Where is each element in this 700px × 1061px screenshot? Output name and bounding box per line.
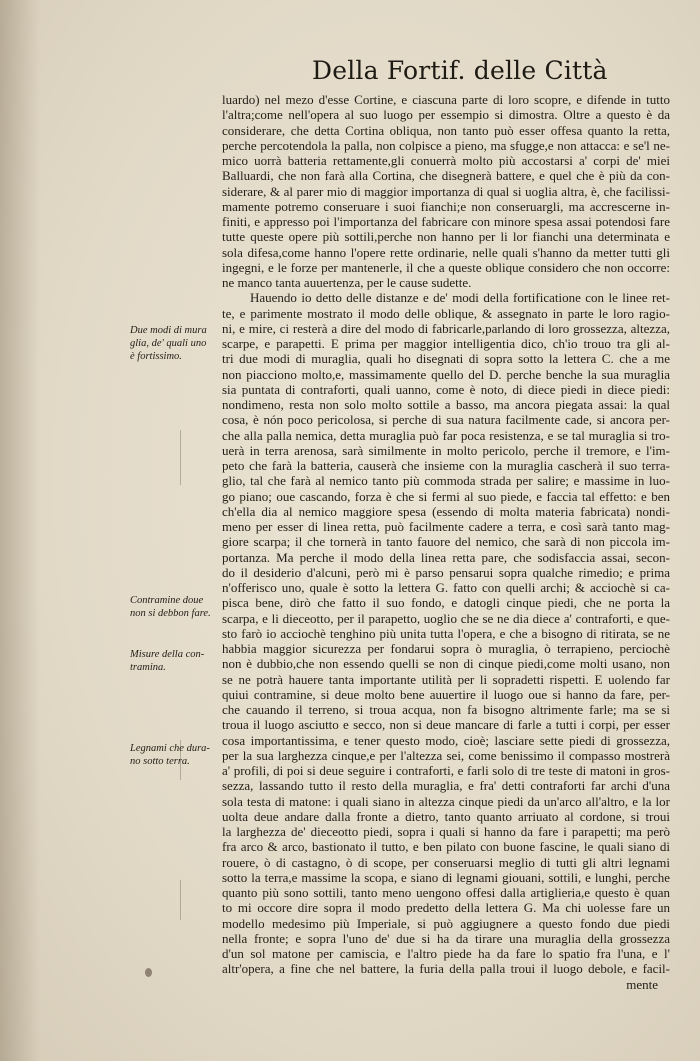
body-line: scarpe, e parapetti. E prima per maggior intelligentia dico, ch'io trouo tra gli al-	[222, 336, 670, 351]
body-line: tri due modi di muraglia, quali ho disegnati di sopra sotto la lettera C. che a me	[222, 351, 670, 367]
body-line: sto farò io acciochè tenghino più unita tutta l'opera, e che a bisogno di ritirata, se ne	[222, 625, 670, 641]
marginal-note-line: no sotto terra.	[130, 756, 190, 767]
body-line: scarpa, e li dieceotto, per il parapetto, uoglio che se ne dia diece a' contraforti, e que-	[222, 610, 670, 626]
body-line: sotto la terra,e massime la scopa, e siano di legnami giouani, sottili, e lunghi, perche	[222, 869, 670, 885]
body-line: nondimeno, resta non solo molto sottile a basso, ma ancora piegata assai: la qual	[222, 397, 670, 412]
body-line: luardo) nel mezo d'esse Cortine, e ciascuna parte di loro scopre, e difende in tutto	[222, 92, 670, 107]
body-line: perche percotendola la palla, non colpisce a pieno, ma sfugge,e non attacca: e se'l ne-	[222, 137, 670, 153]
body-line: cosa importantissima, e tener questo modo, cioè; lasciare sette piedi di grossezza,	[222, 732, 670, 748]
body-line: mente	[626, 976, 658, 992]
body-line: te, e parimente mostrato il modo delle oblique, & assegnato in parte le loro ragio-	[222, 305, 670, 321]
body-line: quanto più sono sottili, tanto meno uengono offesi dalla artiglieria,e questo è quan	[222, 885, 670, 900]
marginal-note	[130, 742, 222, 768]
body-line: sola testa di matone: i quali siano in altezza cinque piedi da un'arco all'altro, e la lor	[222, 793, 670, 809]
body-line: ni, e mire, ci resterà a dire del modo di fabricarle,parlando di loro grossezza, altezza,	[222, 320, 670, 336]
body-line: nella fronte; e sopra l'uno de' due si ha da tirare una muraglia della grossezza	[222, 930, 670, 946]
body-line: do il desiderio d'alcuni, però mi è parso pensarui sopra qualche rimedio; e prima	[222, 564, 670, 580]
body-line: quiui contramine, si deue molto bene auuertire il luogo oue si hanno da fare, per-	[222, 686, 670, 702]
body-line: l'altra;come nell'opera al suo luogo per essempio si dimostra. Oltre a questo è da	[222, 107, 670, 123]
marginal-note	[130, 648, 222, 674]
body-line: per la sua larghezza cinque,e per l'altezza sei, come benissimo il compasso mostrerà	[222, 747, 670, 763]
marginal-note	[130, 324, 222, 363]
body-line: pisca bene, dirò che fatto il suo fondo, e datogli cinque piedi, che ne porta la	[222, 595, 670, 611]
marginal-note-line: Misure della con-	[130, 649, 205, 660]
marginal-note-line: Contramine doue	[130, 595, 204, 606]
body-line: finiti, e appresso poi l'importanza del fabricare con minore spesa assai potendosi fare	[222, 214, 670, 229]
marginal-note-line: Due modi di mura	[130, 325, 207, 336]
body-line: go piano; oue cascando, forza è che si fermi al suo piede, e faccia tal effetto: e ben	[222, 488, 670, 504]
body-line: to mi occore dire sopra il modo predetto della lettera G. Ma chi uolesse fare un	[222, 900, 670, 916]
body-line: che alla palla nemica, detta muraglia può far poca resistenza, e se tal muraglia si tro-	[222, 427, 670, 443]
body-line: meno per esser di linea retta, può facilmente cadere a terra, e così sarà tanto mag-	[222, 519, 670, 534]
marginal-note-line: tramina.	[130, 662, 166, 673]
body-line: tutte queste opere più sottili,perche non hanno per li lor fianchi una determinata e	[222, 229, 670, 245]
body-line: habbia maggior sicurezza per fondarui sopra ò muraglia, ò terrapieno, perciochè	[222, 641, 670, 656]
body-line: Hauendo io detto delle distanze e de' modi della fortificatione con le linee ret-	[250, 290, 670, 306]
marginal-note-line: Legnami che dura-	[130, 743, 210, 754]
gutter-shadow	[0, 0, 40, 1061]
page-crease	[180, 880, 181, 920]
body-line: fra arco & arco, bastionato il tutto, e ben pilato con buone fascine, le quali siano di	[222, 839, 670, 855]
body-line: sola difesa,come hanno l'opere rette ordinarie, nelle quali s'hanno da metter tutti gli	[222, 244, 670, 260]
body-line: cosa, è nón poco pericolosa, si perche di sua natura facilmente cade, si ancora per-	[222, 412, 670, 428]
body-text	[222, 92, 670, 992]
body-line: altr'opera, a fine che nel battere, la furia della palla troui il luogo debole, e facil-	[222, 961, 670, 977]
body-line: portanza. Ma perche il modo della linea retta pare, che sodisfaccia assai, secon-	[222, 549, 670, 565]
body-line: ne manco tanta auuertenza, per le cause sudette.	[222, 275, 472, 290]
running-head: Della Fortif. delle Città	[312, 56, 608, 85]
body-line: a' profili, di poi si deue seguire i contraforti, e farli solo di tre teste di matoni in gros-	[222, 763, 670, 778]
body-line: n'offerisco uno, quale è sotto la lettera G. fatto con quelli archi; & acciochè si ca-	[222, 580, 670, 595]
body-line: sezza, lassando tutto il resto della muraglia, e fra' detti contraforti far archi d'una	[222, 778, 670, 794]
body-line: Balluardi, che non farà alla Cortina, che disegnerà battere, e quel che è più da con-	[222, 168, 670, 184]
body-line: la larghezza de' dieceotto piedi, sopra i quali si hanno da fare i parapetti; ma però	[222, 824, 670, 839]
body-line: che cauando il terreno, si troua acqua, non fa bisogno altrimente farle; ma se si	[222, 702, 670, 717]
page-crease	[180, 430, 181, 485]
marginal-note-line: non si debbon fare.	[130, 608, 211, 619]
body-line: mico uorrà batteria rettamente,gli conuerrà molto più accostarsi a' corpi de' miei	[222, 153, 670, 168]
ink-speck	[145, 968, 152, 977]
body-line: uerà in terra arenosa, sarà similmente in molto pericolo, perche il tremore, e l'im-	[222, 442, 670, 458]
marginal-note-line: glia, de' quali uno	[130, 338, 207, 349]
body-line: rouere, ò di castagno, ò di scope, per conseruarsi meglio di tutti gli altri legnami	[222, 854, 670, 870]
body-line: sia puntata di contraforti, quali uanno, come è noto, di diece piedi in diece piedi:	[222, 381, 670, 397]
body-line: ingegni, e le forze per mantenerle, il che a queste oblique considero che non occorre:	[222, 259, 670, 275]
body-line: uolta deue andare dalla fronte a dietro, tanto quanto arriuato al cordone, si troui	[222, 808, 670, 824]
marginal-note	[130, 594, 222, 620]
body-line: mamente potremo conseruare i suoi fianchi;e non conseruargli, ma accrescerne in-	[222, 198, 670, 214]
body-line: d'un sol matone per camiscia, e l'altro piede ha da fare lo spatio fra l'una, e l'	[222, 946, 670, 961]
body-line: se ne potrà hauere tanta importante utilità per li sopradetti rispetti. E uolendo far	[222, 671, 670, 687]
body-line: glio, tal che farà al nemico tanto più commoda strada per salire; e massime in luo-	[222, 473, 670, 489]
body-line: non piacciono molto,e, massimamente quello del D. perche benche la sua muraglia	[222, 366, 670, 382]
body-line: ch'ella dia al nemico maggiore spesa (essendo di molta materia fabricata) nondi-	[222, 503, 670, 519]
body-line: siderare, & al parer mio di maggior importanza di qual si uoglia altra, è, che facilissi-	[222, 183, 670, 199]
body-line: considerare, che detta Cortina obliqua, non tanto può esser offesa quanto la retta,	[222, 122, 670, 138]
body-line: modello medesimo più Imperiale, si può aggiugnere a questo fondo due piedi	[222, 915, 670, 931]
body-line: troua il luogo asciutto e secco, non si deue mancare di farle a tutti i corpi, per esser	[222, 717, 670, 733]
body-line: non è dubbio,che non essendo quelli se non di cinque piedi,come molti usano, non	[222, 656, 670, 672]
marginal-note-line: è fortissimo.	[130, 351, 182, 362]
body-line: giore scarpa; il che tornerà in tanto fauore del nemico, che sarà di non piccola im-	[222, 534, 670, 550]
body-line: peto che farà la batteria, causerà che insieme con la muraglia cascherà il suo terra-	[222, 458, 670, 473]
